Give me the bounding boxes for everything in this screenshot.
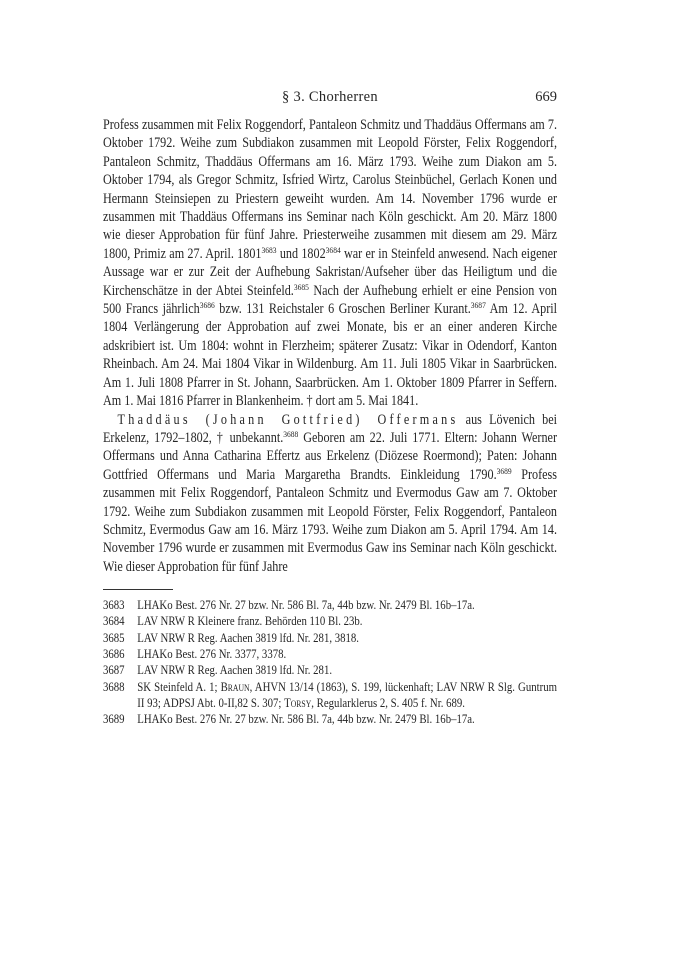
footnote-item: [103, 662, 557, 678]
text-run: war er in Steinfeld anwesend. Nach eigener Aussage war er zur Zeit der Aufhebung Sakristan/Aufseher über das Heiligtum und die Kirchenschätze in der Abtei Steinfeld.: [103, 245, 558, 299]
footnote-item: [103, 630, 557, 646]
footnote-number: 3688: [103, 679, 125, 694]
text-run: Profess zusammen mit Felix Roggendorf, Pantaleon Schmitz und Evermodus Gaw am 7. Oktober 1792. Weihe zum Subdiakon zusammen mit Leopold Förster, Felix Roggendorf, Pantaleon Schmitz, Evermodus Gaw am 16. März 1793. Weihe zum Diakon am 5. April 1794. Am 14. November 1796 wurde er zusammen mit Evermodus Gaw ins Seminar nach Köln geschickt. Wie dieser Approbation für fünf Jahre: [103, 466, 557, 575]
footnote-text: [137, 630, 557, 646]
body-paragraph: [103, 411, 557, 577]
text-run: LAV NRW R Kleinere franz. Behörden 110 Bl. 23b.: [137, 614, 363, 629]
text-block: [103, 89, 557, 728]
text-run: Profess zusammen mit Felix Roggendorf, Pantaleon Schmitz und Thaddäus Offermans am 7. Oktober 1792. Weihe zum Subdiakon zusammen mit Leopold Förster, Felix Roggendorf, Pantaleon Schmitz, Thaddäus Offermans am 16. März 1793. Weihe zum Diakon am 5. Oktober 1794, als Gregor Schmitz, Isfried Wirtz, Carolus Steinbüchel, Gerlach Konen und Hermann Steinsiepen zu Priestern geweiht wurden. Am 14. November 1796 wurde er zusammen mit Thaddäus Offermans ins Seminar nach Köln geschickt. Am 20. März 1800 wie dieser Approbation für fünf Jahre. Priesterweihe zusammen mit diesem am 29. März 1800, Primiz am 27. April. 1801: [103, 117, 557, 262]
footnote-reference: 3686: [199, 300, 215, 311]
footnote-text: [137, 597, 557, 613]
footnote-reference: 3685: [293, 281, 309, 292]
footnote-reference: 3683: [261, 245, 277, 256]
text-run: und 1802: [276, 245, 326, 262]
footnote-reference: 3687: [470, 300, 486, 311]
footnote-text: [137, 679, 557, 712]
text-run: aus Lövenich bei Erkelenz, 1792–1802, † unbekannt.: [103, 411, 558, 446]
text-run: bzw. 131 Reichstaler 6 Groschen Berliner Kurant.: [214, 301, 471, 318]
footnote-text: [137, 646, 557, 662]
page-number: 669: [535, 89, 557, 105]
footnote-text: [137, 613, 557, 629]
footnote-item: [103, 646, 557, 662]
body-text: [103, 116, 557, 576]
text-run: SK Steinfeld A. 1;: [137, 679, 221, 694]
footnote-text: [137, 662, 557, 678]
author-smallcaps: Torsy: [284, 695, 312, 710]
footnote-text: [137, 711, 557, 727]
footnote-number: 3683: [103, 598, 125, 613]
footnote-item: [103, 597, 557, 613]
text-run: LAV NRW R Reg. Aachen 3819 lfd. Nr. 281, 3818.: [137, 630, 360, 645]
footnote-number: 3689: [103, 712, 125, 727]
footnote-reference: 3688: [283, 429, 299, 440]
footnote-item: [103, 711, 557, 727]
footnote-reference: 3684: [325, 245, 341, 256]
text-run: , Regularklerus 2, S. 405 f. Nr. 689.: [311, 695, 465, 710]
footnote-number: 3686: [103, 647, 125, 662]
text-run: , AHVN 13/14 (1863), S. 199, lückenhaft; LAV NRW R Slg. Guntrum II 93; ADPSJ Abt. 0-II,82 S. 307;: [137, 679, 557, 710]
author-smallcaps: Braun: [220, 679, 250, 694]
footnote-item: [103, 679, 557, 712]
running-header: [103, 89, 557, 105]
text-run: LHAKo Best. 276 Nr. 27 bzw. Nr. 586 Bl. 7a, 44b bzw. Nr. 2479 Bl. 16b–17a.: [137, 598, 475, 613]
section-heading: § 3. Chorherren: [282, 89, 378, 105]
text-run: LAV NRW R Reg. Aachen 3819 lfd. Nr. 281.: [137, 663, 333, 678]
footnote-number: 3687: [103, 663, 125, 678]
footnote-reference: 3689: [496, 465, 512, 476]
text-run: LHAKo Best. 276 Nr. 27 bzw. Nr. 586 Bl. 7a, 44b bzw. Nr. 2479 Bl. 16b–17a.: [137, 712, 475, 727]
footnote-separator: [103, 589, 173, 590]
footnotes-section: [103, 597, 557, 727]
text-run: LHAKo Best. 276 Nr. 3377, 3378.: [137, 647, 287, 662]
body-paragraph: [103, 116, 557, 411]
text-run: Nach der Aufhebung erhielt er eine Pension von 500 Francs jährlich: [103, 282, 557, 318]
text-run: Am 12. April 1804 Verlängerung der Approbation auf zwei Monate, bis er an einer anderen Kirche adskribiert ist. Um 1804: wohnt in Flerzheim; späterer Zusatz: Vikar in Odendorf, Kanton Rheinbach. Am 24. Mai 1804 Vikar in Wildenburg. Am 11. Juli 1805 Vikar in Saarbrücken. Am 1. Juli 1808 Pfarrer in St. Johann, Saarbrücken. Am 1. Oktober 1809 Pfarrer in Seffern. Am 1. Mai 1816 Pfarrer in Blankenheim. † dort am 5. Mai 1841.: [103, 301, 557, 410]
footnote-number: 3684: [103, 614, 125, 629]
footnote-number: 3685: [103, 630, 125, 645]
footnote-item: [103, 613, 557, 629]
person-name-spaced: Thaddäus (Johann Gottfried) Offermans: [117, 411, 459, 428]
text-run: Geboren am 22. Juli 1771. Eltern: Johann Werner Offermans und Anna Catharina Effertz aus Erkelenz (Diözese Roermond); Paten: Johann Gottfried Offermans und Maria Margaretha Brandts. Einkleidung 1790.: [103, 429, 557, 483]
